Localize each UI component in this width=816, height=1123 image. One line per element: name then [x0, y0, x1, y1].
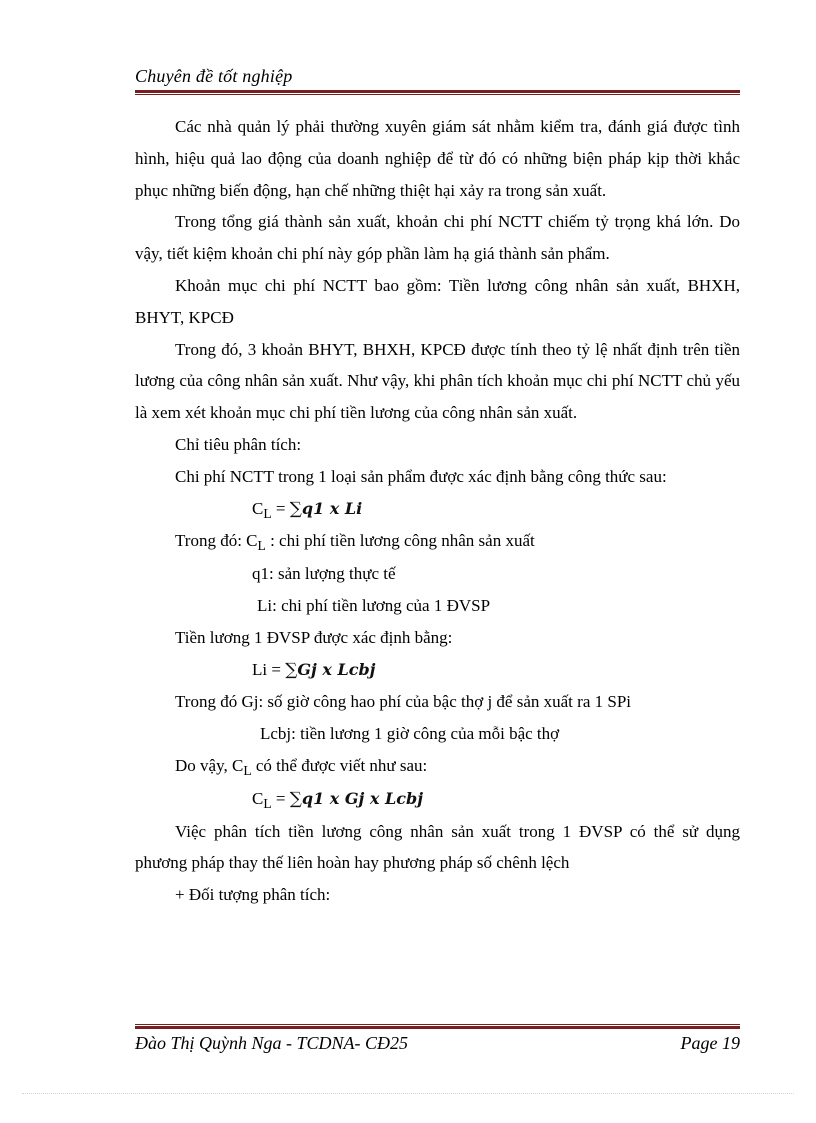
- footer-author: Đào Thị Quỳnh Nga - TCDNA- CĐ25: [135, 1033, 409, 1053]
- formula-1-sub: L: [263, 505, 272, 521]
- header-title: Chuyên đề tốt nghiệp: [135, 66, 293, 86]
- line-therefore-sub: L: [243, 762, 252, 778]
- footer-rule: [135, 1024, 740, 1029]
- formula-1-lhs: C: [252, 498, 264, 518]
- page-content: [135, 111, 740, 911]
- formula-3-expr: q1 x Gj x Lcbj: [301, 788, 423, 808]
- footer-rule-thin: [135, 1024, 740, 1025]
- paragraph-5: Việc phân tích tiền lương công nhân sản xuất trong 1 ĐVSP có thể sử dụng phương pháp thay thế liên hoàn hay phương pháp số chênh lệch: [135, 821, 740, 873]
- formula-3: [135, 783, 740, 816]
- footer-page-number: Page 19: [680, 1033, 740, 1053]
- line-where-cl: [135, 525, 740, 558]
- formula-1: [135, 493, 740, 526]
- header-rule-thick: [135, 90, 740, 93]
- line-therefore-pre: Do vậy, C: [175, 755, 244, 775]
- line-q1-definition: q1: sản lượng thực tế: [252, 564, 396, 584]
- line-therefore: [135, 750, 740, 783]
- header-rule-thin: [135, 94, 740, 95]
- formula-3-lhs: C: [252, 788, 264, 808]
- formula-2-expr: Gj x Lcbj: [297, 659, 376, 679]
- line-analysis-criteria: Chỉ tiêu phân tích:: [175, 434, 302, 454]
- formula-1-sum: ∑: [289, 498, 302, 519]
- line-where-cl-post: : chi phí tiền lương công nhân sản xuất: [265, 531, 535, 551]
- line-lcbj-definition: Lcbj: tiền lương 1 giờ công của mỗi bậc thợ: [260, 724, 560, 744]
- paragraph-2: Trong tổng giá thành sản xuất, khoản chi phí NCTT chiếm tỷ trọng khá lớn. Do vậy, tiết kiệm khoản chi phí này góp phần làm hạ giá thành sản phẩm.: [135, 212, 740, 264]
- formula-2-lhs: Li =: [252, 659, 286, 679]
- line-cost-formula-intro: Chi phí NCTT trong 1 loại sản phẩm được xác định bằng công thức sau:: [175, 466, 667, 486]
- formula-3-eq: =: [271, 788, 290, 808]
- paragraph-1: Các nhà quản lý phải thường xuyên giám sát nhằm kiểm tra, đánh giá được tình hình, hiệu quả lao động của doanh nghiệp để từ đó có những biện pháp kịp thời khắc phục những biến động, hạn chế những thiệt hại xảy ra trong sản xuất.: [135, 117, 740, 200]
- paragraph-3: Khoản mục chi phí NCTT bao gồm: Tiền lương công nhân sản xuất, BHXH, BHYT, KPCĐ: [135, 275, 740, 327]
- line-where-cl-sub: L: [257, 538, 266, 554]
- formula-3-sub: L: [263, 795, 272, 811]
- line-analysis-object: + Đối tượng phân tích:: [175, 885, 331, 905]
- line-li-definition: Li: chi phí tiền lương của 1 ĐVSP: [257, 595, 491, 615]
- formula-3-sum: ∑: [289, 788, 302, 809]
- line-gj-definition: Trong đó Gj: số giờ công hao phí của bậc thợ j để sản xuất ra 1 SPi: [175, 692, 631, 712]
- line-therefore-post: có thể được viết như sau:: [251, 755, 428, 775]
- header-rule: [135, 90, 740, 95]
- line-unit-wage-intro: Tiền lương 1 ĐVSP được xác định bằng:: [175, 627, 453, 647]
- paragraph-4: Trong đó, 3 khoản BHYT, BHXH, KPCĐ được tính theo tỷ lệ nhất định trên tiền lương của công nhân sản xuất. Như vậy, khi phân tích khoản mục chi phí NCTT chủ yếu là xem xét khoản mục chi phí tiền lương của công nhân sản xuất.: [135, 339, 740, 423]
- formula-1-expr: q1 x Li: [301, 498, 363, 518]
- line-where-cl-pre: Trong đó: C: [175, 531, 258, 551]
- footer-rule-thick: [135, 1026, 740, 1029]
- page-break-line: [22, 1093, 794, 1094]
- formula-2-sum: ∑: [285, 659, 298, 680]
- formula-1-eq: =: [271, 498, 290, 518]
- formula-2: [135, 654, 740, 687]
